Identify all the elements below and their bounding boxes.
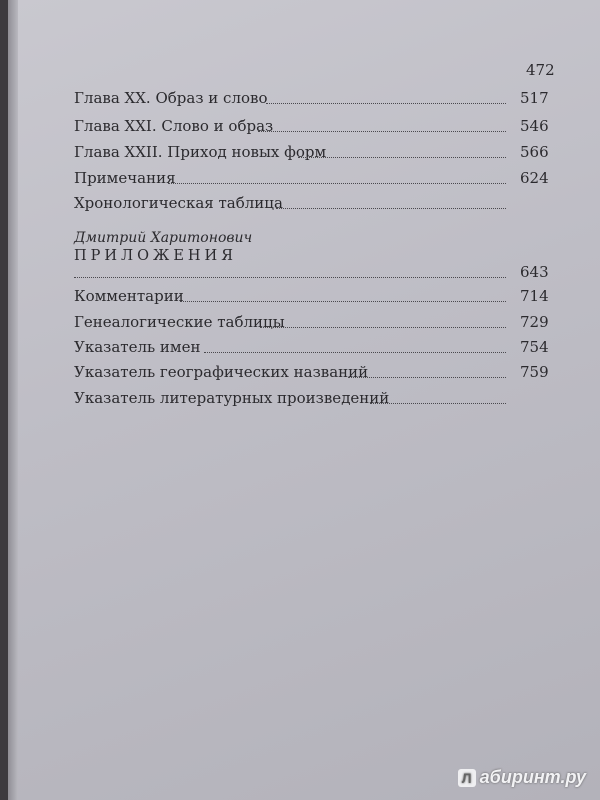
toc-row [8, 337, 600, 359]
toc-row [8, 168, 600, 190]
book-page [8, 0, 600, 800]
toc-page-number: 472 [526, 61, 555, 79]
toc-entry-label: Комментарии [74, 287, 184, 305]
toc-row [8, 388, 600, 410]
toc-leader-dots [348, 357, 506, 378]
toc-page-number: 517 [520, 89, 549, 107]
author-name: Дмитрий Харитонович [74, 230, 253, 246]
labirint-logo-icon: Л [458, 769, 476, 787]
toc-leader-dots [74, 257, 506, 278]
toc-page-number: 546 [520, 117, 549, 135]
toc-leader-dots [266, 83, 506, 104]
toc-leader-dots [168, 163, 506, 184]
toc-row [8, 88, 600, 110]
toc-entry-label: Глава XXII. Приход новых форм [74, 143, 327, 161]
toc-leader-dots [180, 281, 506, 302]
toc-row [8, 142, 600, 164]
toc-page-number: 759 [520, 363, 549, 381]
watermark-text: абиринт.ру [479, 767, 586, 787]
section-title: ПРИЛОЖЕНИЯ [74, 248, 237, 264]
toc-leader-dots [276, 188, 506, 209]
toc-entry-label: Хронологическая таблица [74, 194, 283, 212]
toc-page-number: 754 [520, 338, 549, 356]
toc-row [8, 286, 600, 308]
toc-row [8, 60, 600, 82]
toc-entry-label: Примечания [74, 169, 176, 187]
toc-entry-label: Указатель литературных произведений [74, 389, 390, 407]
toc-entry-label: Глава XXI. Слово и образ [74, 117, 274, 135]
toc-page-number: 566 [520, 143, 549, 161]
toc-leader-dots [258, 111, 506, 132]
toc-leader-dots [260, 307, 506, 328]
toc-row [8, 116, 600, 138]
toc-row [8, 193, 600, 215]
toc-entry-label: Генеалогические таблицы [74, 313, 285, 331]
toc-leader-dots [370, 383, 506, 404]
toc-row [8, 362, 600, 384]
toc-page-number: 714 [520, 287, 549, 305]
toc-entry-label: Указатель географических названий [74, 363, 369, 381]
toc-page-number: 624 [520, 169, 549, 187]
toc-leader-dots [298, 137, 506, 158]
toc-page-number: 643 [520, 263, 549, 281]
toc-entry-label: Глава XX. Образ и слово [74, 89, 268, 107]
toc-row [8, 312, 600, 334]
labirint-watermark [458, 767, 586, 788]
toc-page-number: 729 [520, 313, 549, 331]
toc-entry-label: Указатель имен [74, 338, 201, 356]
toc-leader-dots [204, 332, 506, 353]
